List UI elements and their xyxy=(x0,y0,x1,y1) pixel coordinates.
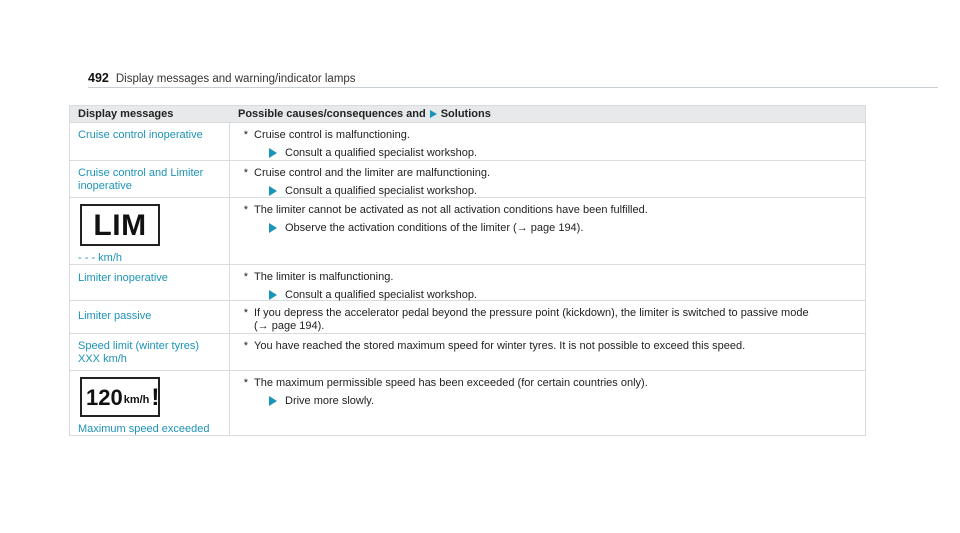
table-row xyxy=(70,198,865,265)
message-text: Limiter inoperative xyxy=(78,272,168,284)
cause-text: Cruise control and the limiter are malfunctioning. xyxy=(254,167,491,179)
cause-text xyxy=(254,307,809,333)
message-cell xyxy=(70,371,230,435)
cause-item xyxy=(238,167,857,180)
bullet-star: * xyxy=(243,340,248,352)
solution-arrow-icon xyxy=(269,290,277,300)
column-header-causes-label: Possible causes/consequences and xyxy=(238,108,426,120)
max-speed-symbol xyxy=(80,377,160,417)
column-header-solutions-label: Solutions xyxy=(440,108,491,120)
bullet-star: * xyxy=(243,377,248,389)
solution-arrow-icon xyxy=(269,186,277,196)
message-text: Maximum speed exceeded xyxy=(78,423,210,435)
solution-text xyxy=(285,222,583,235)
solution-text: Consult a qualified specialist workshop. xyxy=(285,185,477,197)
speed-unit: km/h xyxy=(123,393,150,406)
cause-cell xyxy=(230,301,865,333)
page-ref-open: ( xyxy=(254,320,258,332)
message-cell xyxy=(70,198,230,264)
page-ref-link[interactable]: page 194). xyxy=(271,320,325,332)
solution-arrow-icon xyxy=(430,110,437,118)
page-ref-link[interactable]: page 194). xyxy=(530,222,584,234)
page-number: 492 xyxy=(88,71,109,85)
table-row xyxy=(70,265,865,301)
page-title: Display messages and warning/indicator lamps xyxy=(115,73,356,85)
message-cell xyxy=(70,265,230,300)
solution-arrow-icon xyxy=(269,223,277,233)
limiter-symbol: LIM xyxy=(80,204,160,246)
cause-text: You have reached the stored maximum speed for winter tyres. It is not possible to exceed this speed. xyxy=(254,340,746,352)
cause-cell xyxy=(230,198,865,264)
cause-item xyxy=(238,307,857,333)
cause-item xyxy=(238,340,857,353)
cause-text-main: If you depress the accelerator pedal beyond the pressure point (kickdown), the limiter is switched to passive mode xyxy=(254,307,809,319)
solution-item xyxy=(269,185,857,198)
cause-text: The limiter cannot be activated as not all activation conditions have been fulfilled. xyxy=(254,204,648,216)
header-divider xyxy=(88,87,938,88)
bullet-star: * xyxy=(243,271,248,283)
solution-text-main: Observe the activation conditions of the limiter ( xyxy=(285,222,517,234)
cause-item xyxy=(238,204,857,217)
solution-arrow-icon xyxy=(269,396,277,406)
message-cell xyxy=(70,334,230,370)
solution-item xyxy=(269,222,857,235)
message-cell xyxy=(70,301,230,333)
column-header-display-messages: Display messages xyxy=(78,108,174,120)
cause-cell xyxy=(230,265,865,300)
solution-item xyxy=(269,147,857,160)
solution-text: Consult a qualified specialist workshop. xyxy=(285,147,477,159)
table-row xyxy=(70,161,865,198)
cause-cell xyxy=(230,161,865,197)
cause-item xyxy=(238,271,857,284)
bullet-star: * xyxy=(243,129,248,141)
message-text: Speed limit (winter tyres) XXX km/h xyxy=(78,340,200,365)
solution-item xyxy=(269,395,857,408)
page-ref-arrow: → xyxy=(516,222,528,234)
cause-cell xyxy=(230,334,865,370)
message-text: Limiter passive xyxy=(78,310,152,322)
table-row xyxy=(70,371,865,435)
cause-item xyxy=(238,377,857,390)
message-text: Cruise control inoperative xyxy=(78,129,203,141)
cause-text: The maximum permissible speed has been exceeded (for certain countries only). xyxy=(254,377,648,389)
solution-text: Drive more slowly. xyxy=(285,395,375,407)
message-text: - - - km/h xyxy=(78,252,122,264)
page-header xyxy=(88,71,356,85)
message-cell xyxy=(70,161,230,197)
cause-item xyxy=(238,129,857,142)
cause-text: Cruise control is malfunctioning. xyxy=(254,129,410,141)
cause-text: The limiter is malfunctioning. xyxy=(254,271,394,283)
table-row xyxy=(70,123,865,161)
bullet-star: * xyxy=(243,307,248,319)
column-header-causes-solutions xyxy=(230,106,491,122)
table-row xyxy=(70,334,865,371)
bullet-star: * xyxy=(243,167,248,179)
warning-exclamation-icon: ! xyxy=(151,383,160,411)
display-messages-table xyxy=(69,105,866,436)
solution-text: Consult a qualified specialist workshop. xyxy=(285,289,477,301)
cause-cell xyxy=(230,123,865,160)
table-row xyxy=(70,301,865,334)
table-header xyxy=(70,106,865,123)
cause-cell xyxy=(230,371,865,435)
solution-arrow-icon xyxy=(269,148,277,158)
speed-value: 120 xyxy=(86,384,123,410)
page-ref-arrow: → xyxy=(257,320,269,332)
bullet-star: * xyxy=(243,204,248,216)
message-text: Cruise control and Limiter inoperative xyxy=(78,167,204,192)
message-cell xyxy=(70,123,230,160)
